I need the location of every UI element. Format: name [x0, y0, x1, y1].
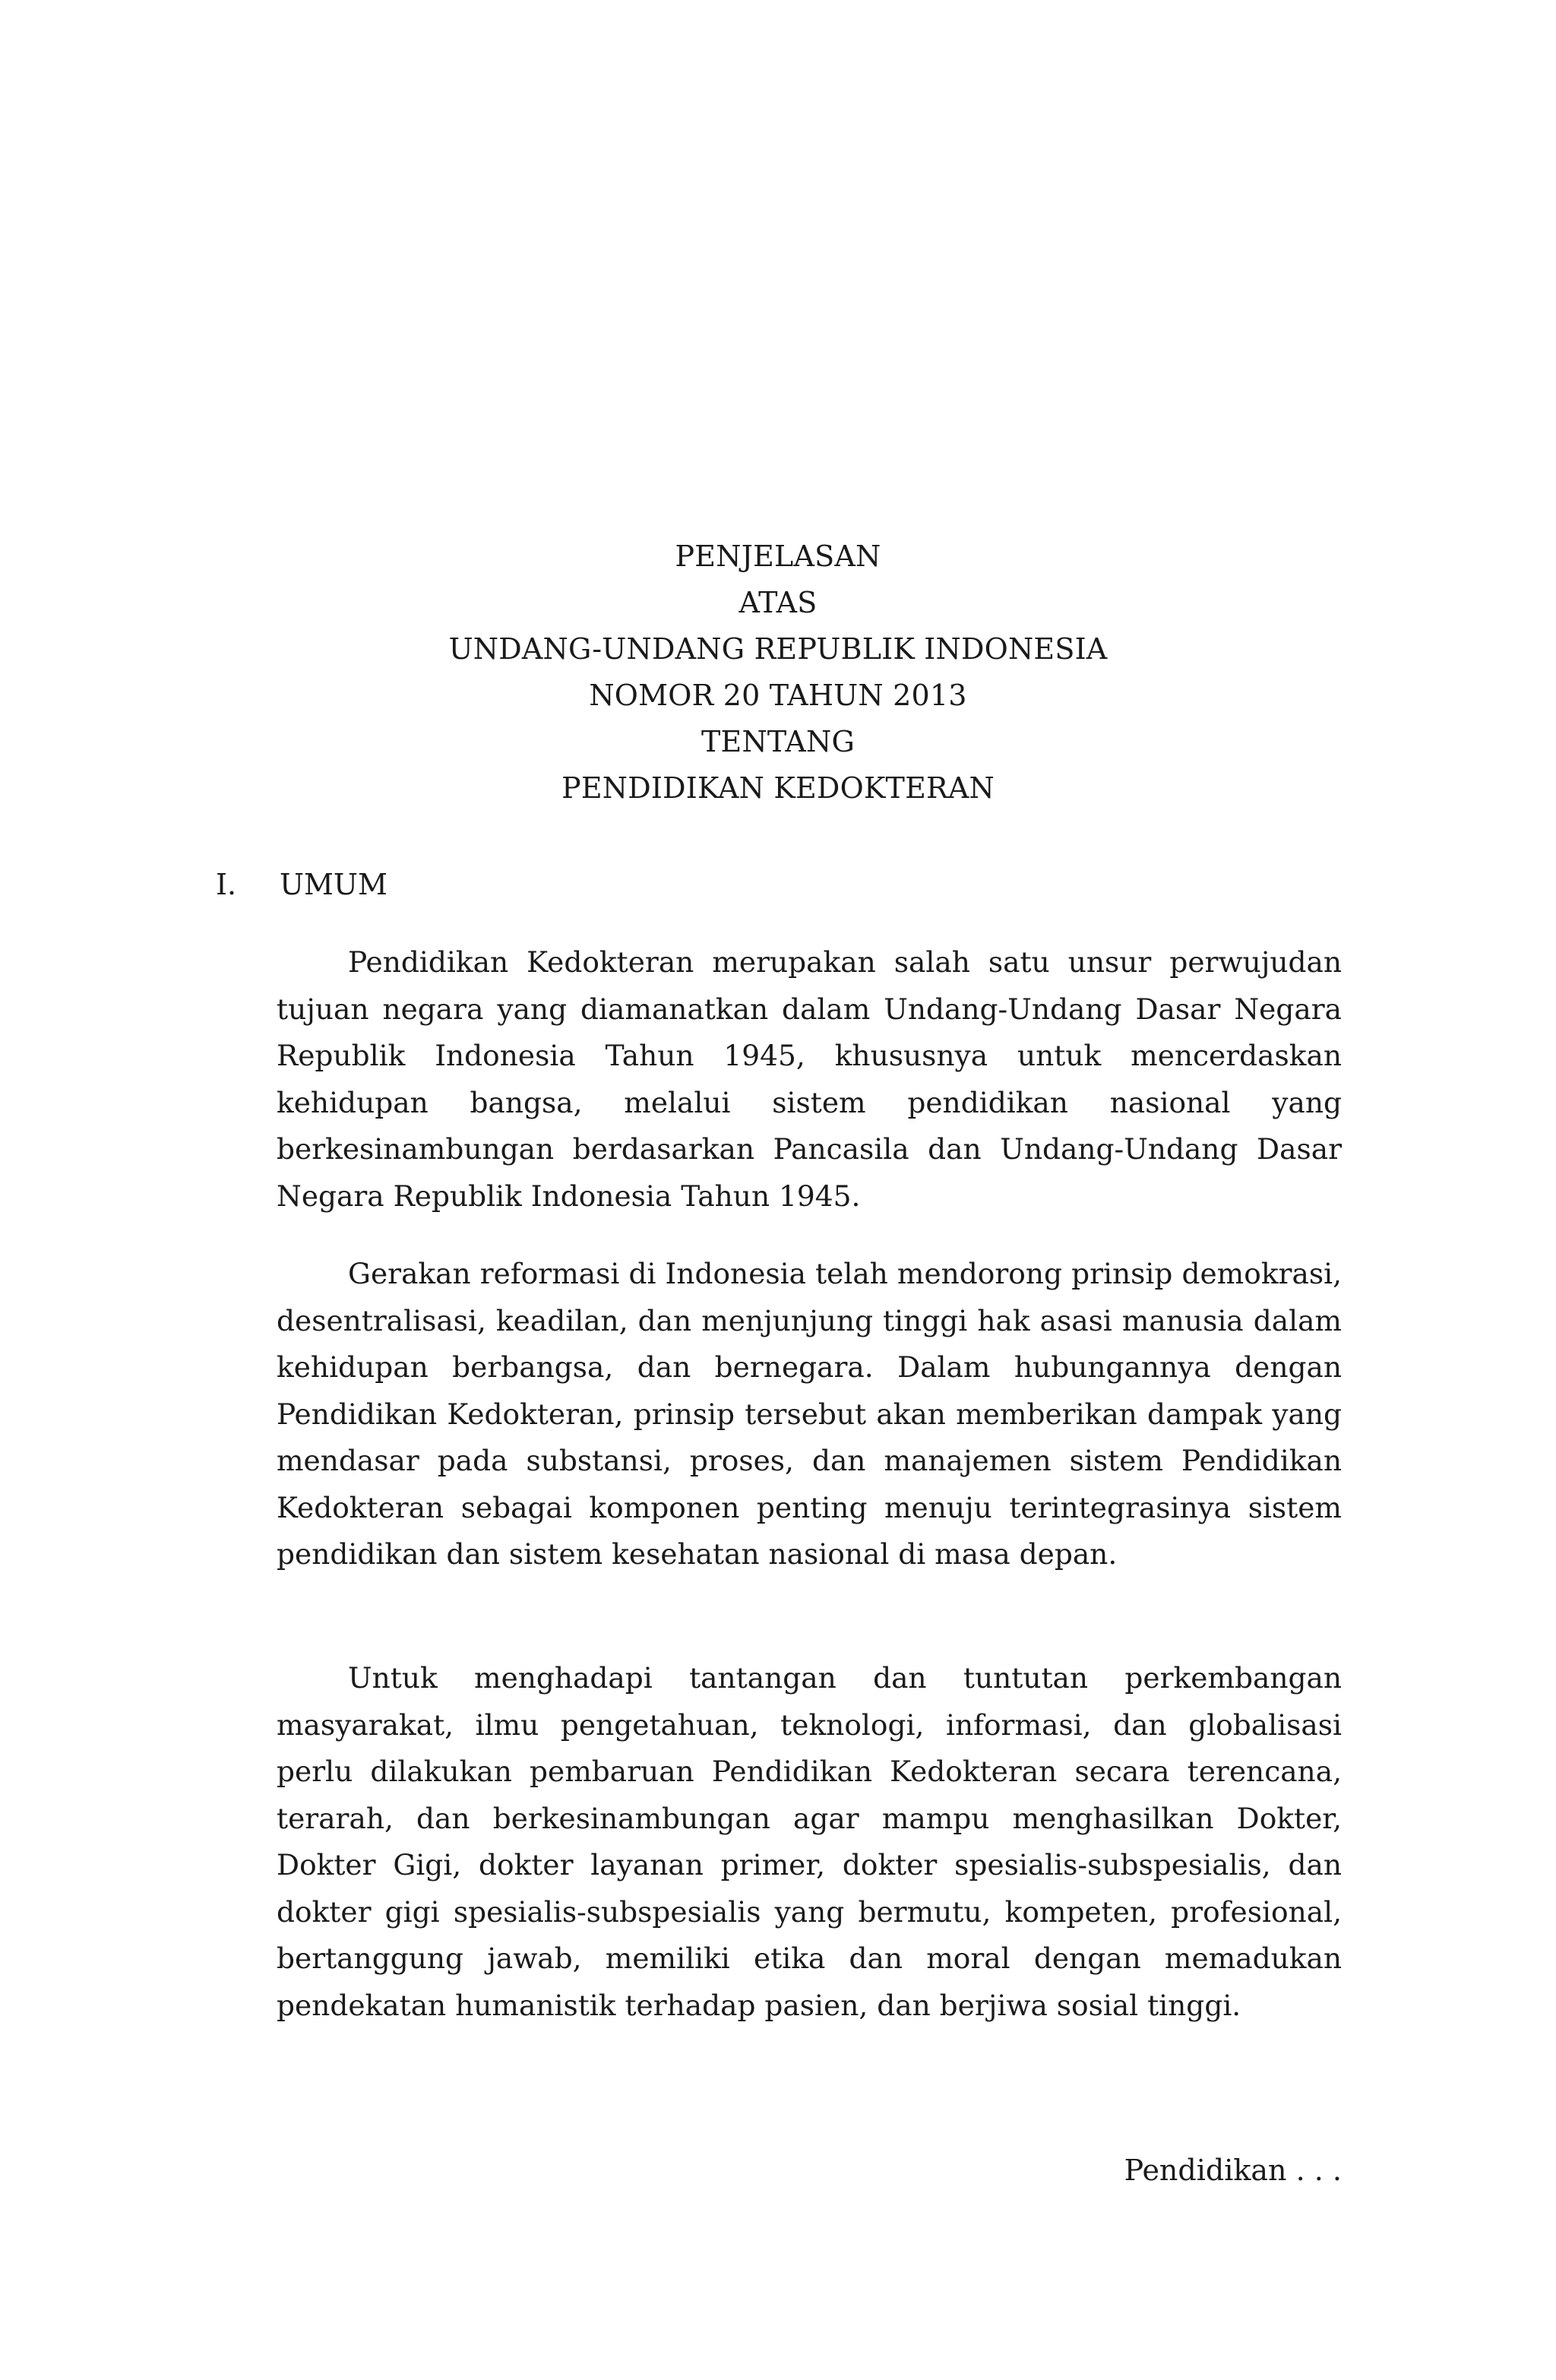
- title-line-atas: ATAS: [738, 586, 818, 619]
- body-paragraph-1: Pendidikan Kedokteran merupakan salah satu unsur perwujudan tujuan negara yang diamanatkan dalam Undang-Undang Dasar Negara Republik Indonesia Tahun 1945, khususnya untuk mencerdaskan kehidupan bangsa, melalui sistem pendidikan nasional yang berkesinambungan berdasarkan Pancasila dan Undang-Undang Dasar Negara Republik Indonesia Tahun 1945.: [277, 945, 1342, 1213]
- title-line-subject: PENDIDIKAN KEDOKTERAN: [561, 771, 995, 805]
- document-title-block: [0, 533, 1556, 812]
- title-line-penjelasan: PENJELASAN: [675, 540, 881, 573]
- section-heading: [0, 862, 1556, 907]
- body-paragraph-3: Untuk menghadapi tantangan dan tuntutan perkembangan masyarakat, ilmu pengetahuan, teknologi, informasi, dan globalisasi perlu dilakukan pembaruan Pendidikan Kedokteran secara terencana, terarah, dan berkesinambungan agar mampu menghasilkan Dokter, Dokter Gigi, dokter layanan primer, dokter spesialis-subspesialis, dan dokter gigi spesialis-subspesialis yang bermutu, kompeten, profesional, bertanggung jawab, memiliki etika dan moral dengan memadukan pendekatan humanistik terhadap pasien, dan berjiwa sosial tinggi.: [277, 1661, 1342, 2022]
- title-line-tentang: TENTANG: [701, 725, 855, 758]
- section-number: I.: [216, 868, 237, 901]
- body-paragraph-2: Gerakan reformasi di Indonesia telah mendorong prinsip demokrasi, desentralisasi, keadilan, dan menjunjung tinggi hak asasi manusia dalam kehidupan berbangsa, dan bernegara. Dalam hubungannya dengan Pendidikan Kedokteran, prinsip tersebut akan memberikan dampak yang mendasar pada substansi, proses, dan manajemen sistem Pendidikan Kedokteran sebagai komponen penting menuju terintegrasinya sistem pendidikan dan sistem kesehatan nasional di masa depan.: [277, 1257, 1342, 1571]
- page-continuation-marker: Pendidikan . . .: [1124, 2154, 1342, 2187]
- title-line-undang-undang: UNDANG-UNDANG REPUBLIK INDONESIA: [448, 632, 1108, 666]
- section-title: UMUM: [280, 868, 387, 901]
- title-line-nomor: NOMOR 20 TAHUN 2013: [589, 679, 967, 712]
